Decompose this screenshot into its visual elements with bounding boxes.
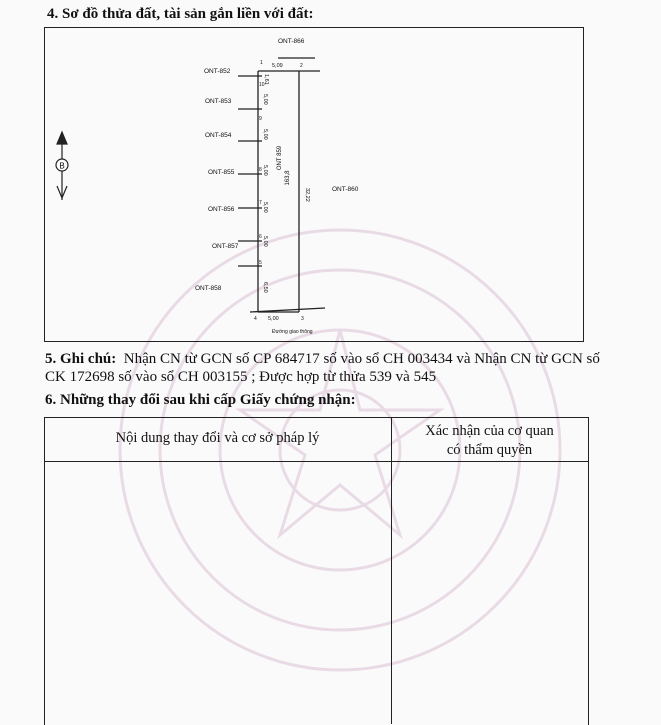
svg-text:7: 7: [259, 200, 262, 206]
svg-text:1: 1: [260, 60, 263, 66]
svg-text:3: 3: [301, 316, 304, 322]
table-column-divider: [391, 417, 392, 724]
table-header-confirmation: [392, 422, 587, 460]
section-6-title: 6. Những thay đổi sau khi cấp Giấy chứng nhận:: [45, 392, 356, 408]
svg-text:9: 9: [259, 116, 262, 122]
neighbor-left-6: ONT-857: [212, 243, 239, 250]
neighbor-left-4: ONT-855: [208, 169, 235, 176]
left-seg-7: 6,50: [262, 282, 268, 293]
table-header-divider: [44, 461, 588, 462]
neighbor-left-7: ONT-858: [195, 285, 222, 292]
left-seg-2: 5,00: [262, 94, 268, 105]
table-header-content: Nội dung thay đổi và cơ sở pháp lý: [115, 430, 320, 446]
neighbor-left-2: ONT-853: [205, 98, 232, 105]
left-seg-5: 5,00: [262, 202, 268, 213]
section-4-title: 4. Sơ đồ thửa đất, tài sản gắn liền với đất:: [47, 6, 314, 22]
svg-text:4: 4: [254, 316, 257, 322]
svg-text:5: 5: [259, 260, 262, 266]
neighbor-top: ONT-866: [278, 38, 305, 45]
parcel-area: 163,8: [285, 170, 291, 186]
neighbor-left-5: ONT-856: [208, 206, 235, 213]
left-seg-4: 5,00: [262, 165, 268, 176]
section-5-note: [45, 350, 605, 386]
top-edge-length: 5,09: [272, 63, 283, 69]
svg-text:2: 2: [300, 63, 303, 69]
changes-table: [44, 417, 589, 725]
road-label: Đường giao thông: [272, 329, 313, 335]
parcel-sketch: [44, 27, 584, 342]
section-5-label: 5. Ghi chú:: [45, 351, 117, 367]
right-edge-length: 32,22: [304, 188, 310, 202]
svg-text:8: 8: [259, 167, 262, 173]
table-header-confirmation-line-2: có thẩm quyền: [446, 442, 533, 458]
left-seg-3: 5,00: [262, 129, 268, 140]
neighbor-right: ONT-860: [332, 186, 359, 193]
neighbor-left-1: ONT-852: [204, 68, 231, 75]
north-letter: B: [59, 161, 65, 171]
parcel-label: ONT 859: [277, 145, 283, 171]
left-seg-1: 1,61: [263, 74, 269, 85]
bottom-edge-length: 5,00: [268, 316, 279, 322]
left-seg-6: 5,00: [262, 236, 268, 247]
neighbor-left-3: ONT-854: [205, 132, 232, 139]
table-header-confirmation-line-1: Xác nhận của cơ quan: [425, 423, 554, 439]
section-5-text: Nhận CN từ GCN số CP 684717 số vào sổ CH 003434 và Nhận CN từ GCN số CK 172698 số vào sổ CH 003155 ; Được hợp từ thửa 539 và 545: [45, 351, 600, 385]
svg-text:10: 10: [259, 82, 265, 88]
svg-text:6: 6: [259, 234, 262, 240]
